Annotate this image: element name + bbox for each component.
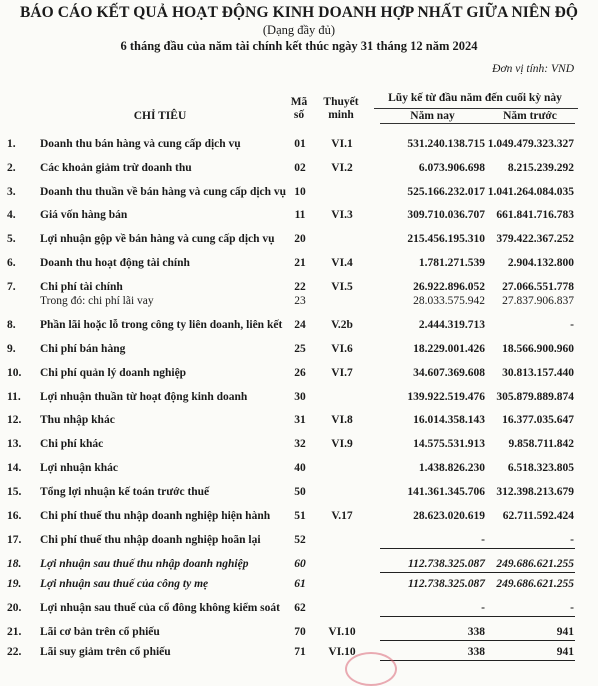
row-indicator: Lợi nhuận sau thuế của cổ đông không kiểm soát bbox=[40, 602, 280, 614]
row-current-year: 28.033.575.942 bbox=[413, 295, 485, 307]
header-previous-year: Năm trước bbox=[503, 110, 557, 122]
row-current-year: - bbox=[481, 602, 485, 614]
row-number: 15. bbox=[7, 486, 22, 498]
table-row bbox=[0, 185, 598, 203]
row-code: 61 bbox=[294, 578, 306, 590]
total-rule bbox=[485, 548, 575, 549]
row-current-year: 16.014.358.143 bbox=[413, 414, 485, 426]
row-number: 12. bbox=[7, 414, 22, 426]
row-previous-year: 16.377.035.647 bbox=[502, 414, 574, 426]
row-previous-year: 249.686.621.255 bbox=[496, 558, 574, 570]
row-indicator: Doanh thu hoạt động tài chính bbox=[40, 257, 190, 269]
header-code bbox=[284, 96, 314, 122]
row-previous-year: 9.858.711.842 bbox=[508, 438, 574, 450]
header-current-year: Năm nay bbox=[410, 110, 455, 122]
row-number: 9. bbox=[7, 343, 16, 355]
row-indicator: Phần lãi hoặc lỗ trong công ty liên doanh, liên kết bbox=[40, 319, 283, 331]
row-indicator: Lợi nhuận sau thuế của công ty mẹ bbox=[40, 578, 209, 590]
row-indicator: Lợi nhuận gộp về bán hàng và cung cấp dịch vụ bbox=[40, 233, 275, 245]
row-number: 17. bbox=[7, 534, 22, 546]
row-number: 19. bbox=[7, 578, 22, 590]
row-indicator: Chi phí khác bbox=[40, 438, 104, 450]
row-number: 22. bbox=[7, 646, 22, 658]
row-code: 10 bbox=[294, 186, 306, 198]
table-row bbox=[0, 232, 598, 250]
row-previous-year: 941 bbox=[556, 646, 574, 658]
row-indicator: Các khoản giảm trừ doanh thu bbox=[40, 162, 192, 174]
table-row bbox=[0, 137, 598, 155]
row-previous-year: 1.049.479.323.327 bbox=[487, 138, 574, 150]
report-title: BÁO CÁO KẾT QUẢ HOẠT ĐỘNG KINH DOANH HỢP NHẤT GIỮA NIÊN ĐỘ bbox=[19, 4, 579, 21]
row-current-year: 338 bbox=[467, 626, 485, 638]
table-row bbox=[0, 294, 598, 312]
header-accumulated: Lũy kế từ đầu năm đến cuối kỳ này bbox=[388, 92, 562, 104]
header-rule bbox=[374, 108, 578, 109]
total-rule bbox=[380, 616, 485, 617]
table-row bbox=[0, 577, 598, 595]
table-row bbox=[0, 509, 598, 527]
row-previous-year: 27.066.551.778 bbox=[502, 281, 574, 293]
row-indicator: Tổng lợi nhuận kế toán trước thuế bbox=[40, 486, 210, 498]
row-number: 7. bbox=[7, 281, 16, 293]
row-note: VI.6 bbox=[331, 343, 353, 355]
row-current-year: 215.456.195.310 bbox=[407, 233, 485, 245]
table-row bbox=[0, 437, 598, 455]
row-code: 62 bbox=[294, 602, 306, 614]
row-previous-year: 379.422.367.252 bbox=[496, 233, 574, 245]
table-row bbox=[0, 318, 598, 336]
row-note: VI.8 bbox=[331, 414, 353, 426]
row-previous-year: 2.904.132.800 bbox=[507, 257, 574, 269]
row-previous-year: - bbox=[570, 602, 574, 614]
row-current-year: 338 bbox=[467, 646, 485, 658]
row-code: 24 bbox=[294, 319, 306, 331]
report-subtitle: (Dạng đầy đủ) bbox=[262, 23, 336, 37]
row-code: 70 bbox=[294, 626, 306, 638]
report-period: 6 tháng đầu của năm tài chính kết thúc ngày 31 tháng 12 năm 2024 bbox=[120, 39, 478, 53]
row-code: 11 bbox=[294, 209, 306, 221]
row-number: 5. bbox=[7, 233, 16, 245]
header-note-line1: Thuyết bbox=[323, 96, 359, 108]
row-code: 60 bbox=[294, 558, 306, 570]
table-row bbox=[0, 342, 598, 360]
row-number: 8. bbox=[7, 319, 16, 331]
row-number: 21. bbox=[7, 626, 22, 638]
row-code: 52 bbox=[294, 534, 306, 546]
row-number: 16. bbox=[7, 510, 22, 522]
row-note: VI.2 bbox=[331, 162, 353, 174]
row-current-year: 26.922.896.052 bbox=[413, 281, 485, 293]
table-row bbox=[0, 485, 598, 503]
row-number: 4. bbox=[7, 209, 16, 221]
row-note: V.17 bbox=[331, 510, 353, 522]
row-current-year: 14.575.531.913 bbox=[413, 438, 485, 450]
row-number: 20. bbox=[7, 602, 22, 614]
row-indicator: Chi phí tài chính bbox=[40, 281, 123, 293]
row-current-year: 141.361.345.706 bbox=[407, 486, 485, 498]
row-previous-year: 62.711.592.424 bbox=[502, 510, 574, 522]
total-rule bbox=[485, 660, 575, 661]
row-code: 40 bbox=[294, 462, 306, 474]
row-indicator: Giá vốn hàng bán bbox=[40, 209, 128, 221]
row-number: 14. bbox=[7, 462, 22, 474]
table-row bbox=[0, 390, 598, 408]
row-number: 2. bbox=[7, 162, 16, 174]
row-current-year: 112.738.325.087 bbox=[408, 558, 485, 570]
row-number: 18. bbox=[7, 558, 22, 570]
row-previous-year: 18.566.900.960 bbox=[502, 343, 574, 355]
row-previous-year: 941 bbox=[556, 626, 574, 638]
row-code: 21 bbox=[294, 257, 306, 269]
row-current-year: 18.229.001.426 bbox=[413, 343, 485, 355]
row-number: 3. bbox=[7, 186, 16, 198]
row-current-year: 28.623.020.619 bbox=[413, 510, 485, 522]
row-current-year: 2.444.319.713 bbox=[418, 319, 485, 331]
row-indicator: Chi phí thuế thu nhập doanh nghiệp hoãn lại bbox=[40, 534, 261, 546]
red-stamp bbox=[345, 652, 397, 686]
header-note-line2: minh bbox=[328, 109, 354, 121]
row-current-year: 525.166.232.017 bbox=[407, 186, 485, 198]
row-number: 1. bbox=[7, 138, 16, 150]
total-rule bbox=[380, 640, 485, 641]
row-indicator: Chi phí thuế thu nhập doanh nghiệp hiện hành bbox=[40, 510, 271, 522]
row-current-year: 1.781.271.539 bbox=[418, 257, 485, 269]
row-number: 11. bbox=[7, 391, 21, 403]
row-code: 20 bbox=[294, 233, 306, 245]
row-previous-year: 312.398.213.679 bbox=[496, 486, 574, 498]
row-code: 31 bbox=[294, 414, 306, 426]
row-previous-year: - bbox=[570, 319, 574, 331]
row-code: 50 bbox=[294, 486, 306, 498]
row-indicator: Lợi nhuận thuần từ hoạt động kinh doanh bbox=[40, 391, 248, 403]
row-code: 71 bbox=[294, 646, 306, 658]
total-rule bbox=[485, 640, 575, 641]
header-code-line1: Mã bbox=[290, 96, 308, 108]
header-previous-underline bbox=[485, 123, 575, 124]
row-previous-year: 661.841.716.783 bbox=[496, 209, 574, 221]
row-indicator: Doanh thu bán hàng và cung cấp dịch vụ bbox=[40, 138, 241, 150]
row-note: VI.5 bbox=[331, 281, 353, 293]
row-indicator: Lãi suy giảm trên cổ phiếu bbox=[40, 646, 171, 658]
table-row bbox=[0, 461, 598, 479]
row-current-year: 139.922.519.476 bbox=[407, 391, 485, 403]
header-current-underline bbox=[380, 123, 485, 124]
row-number: 6. bbox=[7, 257, 16, 269]
row-note: VI.4 bbox=[331, 257, 353, 269]
total-rule bbox=[380, 572, 485, 573]
total-rule bbox=[485, 616, 575, 617]
row-number: 13. bbox=[7, 438, 22, 450]
row-current-year: 6.073.906.698 bbox=[418, 162, 485, 174]
row-previous-year: 27.837.906.837 bbox=[502, 295, 574, 307]
row-note: VI.3 bbox=[331, 209, 353, 221]
row-code: 23 bbox=[294, 295, 306, 307]
row-note: VI.10 bbox=[328, 626, 356, 638]
row-code: 26 bbox=[294, 367, 306, 379]
currency-unit: Đơn vị tính: VND bbox=[492, 63, 574, 75]
table-row bbox=[0, 413, 598, 431]
row-indicator: Chi phí bán hàng bbox=[40, 343, 126, 355]
row-previous-year: 6.518.323.805 bbox=[507, 462, 574, 474]
row-previous-year: - bbox=[570, 534, 574, 546]
row-note: VI.1 bbox=[331, 138, 353, 150]
row-note: VI.9 bbox=[331, 438, 353, 450]
row-indicator: Trong đó: chi phí lãi vay bbox=[40, 295, 154, 307]
row-number: 10. bbox=[7, 367, 22, 379]
row-code: 02 bbox=[294, 162, 306, 174]
header-code-line2: số bbox=[293, 109, 305, 121]
row-code: 25 bbox=[294, 343, 306, 355]
table-row bbox=[0, 366, 598, 384]
row-indicator: Lãi cơ bản trên cổ phiếu bbox=[40, 626, 160, 638]
row-code: 01 bbox=[294, 138, 306, 150]
total-rule bbox=[380, 660, 485, 661]
row-current-year: 531.240.138.715 bbox=[407, 138, 485, 150]
row-code: 30 bbox=[294, 391, 306, 403]
row-current-year: 1.438.826.230 bbox=[418, 462, 485, 474]
table-row bbox=[0, 208, 598, 226]
table-row bbox=[0, 256, 598, 274]
row-current-year: 309.710.036.707 bbox=[407, 209, 485, 221]
row-previous-year: 30.813.157.440 bbox=[502, 367, 574, 379]
total-rule bbox=[380, 548, 485, 549]
row-current-year: 112.738.325.087 bbox=[408, 578, 485, 590]
row-note: VI.10 bbox=[328, 646, 356, 658]
row-indicator: Chi phí quản lý doanh nghiệp bbox=[40, 367, 187, 379]
row-indicator: Lợi nhuận sau thuế thu nhập doanh nghiệp bbox=[40, 558, 249, 570]
row-indicator: Doanh thu thuần về bán hàng và cung cấp dịch vụ bbox=[40, 186, 287, 198]
table-row bbox=[0, 161, 598, 179]
row-current-year: - bbox=[481, 534, 485, 546]
row-code: 32 bbox=[294, 438, 306, 450]
row-previous-year: 305.879.889.874 bbox=[496, 391, 574, 403]
row-indicator: Lợi nhuận khác bbox=[40, 462, 118, 474]
header-note bbox=[316, 96, 366, 122]
row-note: V.2b bbox=[331, 319, 353, 331]
row-current-year: 34.607.369.608 bbox=[413, 367, 485, 379]
row-code: 22 bbox=[294, 281, 306, 293]
total-rule bbox=[485, 572, 575, 573]
row-note: VI.7 bbox=[331, 367, 353, 379]
header-indicator: CHỈ TIÊU bbox=[133, 110, 187, 122]
row-previous-year: 8.215.239.292 bbox=[507, 162, 574, 174]
row-previous-year: 249.686.621.255 bbox=[496, 578, 574, 590]
row-code: 51 bbox=[294, 510, 306, 522]
row-previous-year: 1.041.264.084.035 bbox=[487, 186, 574, 198]
row-indicator: Thu nhập khác bbox=[40, 414, 115, 426]
